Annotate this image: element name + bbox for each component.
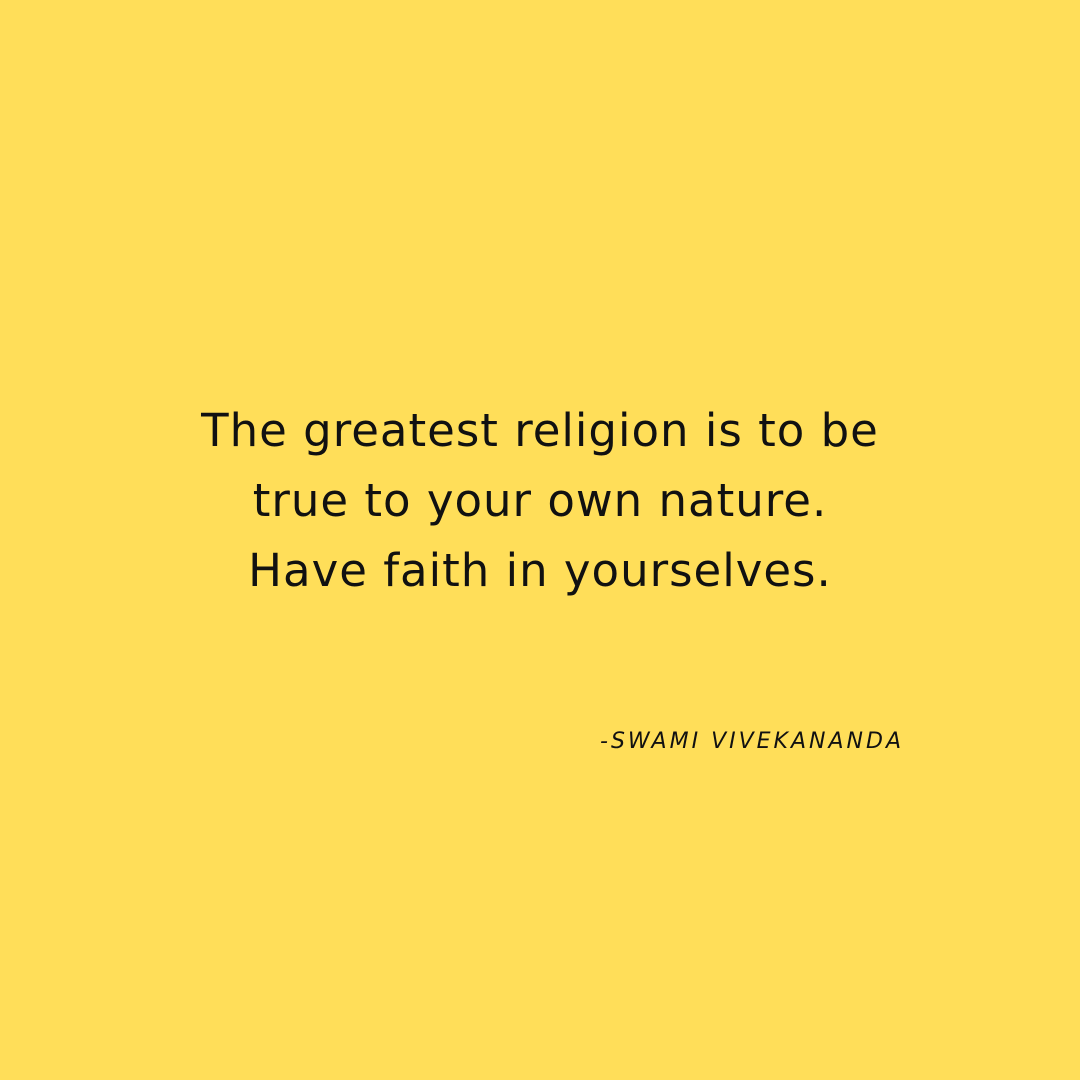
quote-line-1: The greatest religion is to be [201,404,879,457]
quote-attribution: -SWAMI VIVEKANANDA [600,729,904,754]
quote-line-3: Have faith in yourselves. [248,544,832,597]
quote-text [0,396,1080,606]
quote-line-2: true to your own nature. [252,474,828,527]
